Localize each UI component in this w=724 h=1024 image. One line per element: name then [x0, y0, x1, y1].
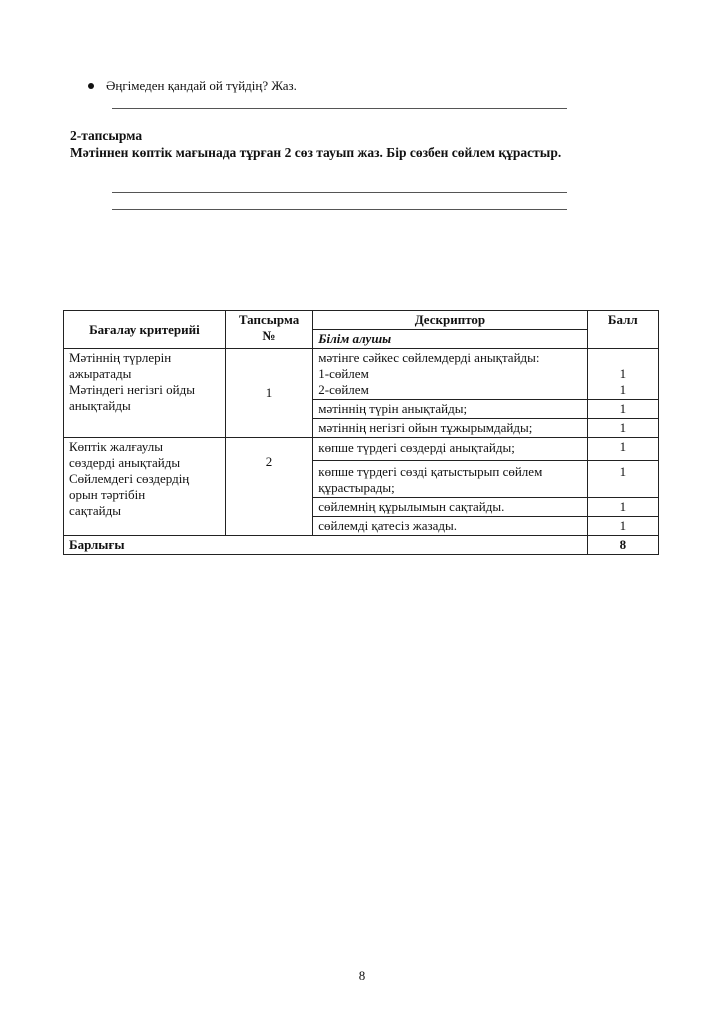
header-descriptor: Дескриптор	[313, 311, 587, 330]
header-task-label: Тапсырма	[238, 312, 300, 327]
descriptor-cell	[313, 461, 587, 498]
group2-criteria	[64, 438, 226, 536]
criteria-line: анықтайды	[69, 398, 131, 413]
descriptor-line: мәтінге сәйкес сөйлемдерді анықтайды:	[318, 350, 540, 365]
page-number: 8	[358, 968, 366, 983]
question-text: Әңгімеден қандай ой түйдің? Жаз.	[106, 78, 297, 93]
group1-criteria	[64, 349, 226, 438]
header-learner: Білім алушы	[313, 330, 587, 349]
header-criteria: Бағалау критерийі	[64, 311, 226, 349]
task2-title: 2-тапсырма	[70, 128, 143, 143]
score-cell: 1	[587, 498, 658, 517]
bullet-dot-icon	[88, 83, 94, 89]
score-cell: 1	[587, 419, 658, 438]
score-value	[593, 350, 653, 366]
group1-task-no: 1	[225, 349, 312, 438]
criteria-line: сөздерді анықтайды	[69, 455, 181, 470]
answer-line[interactable]	[112, 192, 567, 193]
descriptor-line: 1-сөйлем	[318, 366, 369, 381]
descriptor-cell: сөйлемнің құрылымын сақтайды.	[313, 498, 587, 517]
score-cell: 1	[587, 461, 658, 498]
score-cell	[587, 349, 658, 400]
descriptor-cell	[313, 349, 587, 400]
descriptor-cell: көпше түрдегі сөздерді анықтайды;	[313, 438, 587, 461]
header-task	[225, 311, 312, 349]
criteria-line: сақтайды	[69, 503, 121, 518]
group2-task-no: 2	[225, 438, 312, 536]
criteria-line: ажыратады	[69, 366, 132, 381]
question-bullet	[88, 78, 297, 94]
total-label: Барлығы	[64, 536, 588, 555]
grading-table	[63, 310, 659, 555]
descriptor-cell: сөйлемді қатесіз жазады.	[313, 517, 587, 536]
criteria-line: орын тәртібін	[69, 487, 146, 502]
score-cell: 1	[587, 400, 658, 419]
descriptor-cell: мәтіннің түрін анықтайды;	[313, 400, 587, 419]
task2-instruction: Мәтіннен көптік мағынада тұрған 2 сөз тауып жаз. Бір сөзбен сөйлем құрастыр.	[70, 145, 562, 160]
criteria-line: Мәтіннің түрлерін	[69, 350, 172, 365]
answer-line[interactable]	[112, 209, 567, 210]
total-value: 8	[587, 536, 658, 555]
criteria-line: Көптік жалғаулы	[69, 439, 163, 454]
descriptor-line: көпше түрдегі сөзді қатыстырып сөйлем	[318, 464, 543, 479]
score-value: 1	[619, 382, 627, 397]
score-value: 1	[619, 366, 627, 381]
criteria-line: Мәтіндегі негізгі ойды	[69, 382, 195, 397]
answer-line[interactable]	[112, 108, 567, 109]
header-score: Балл	[587, 311, 658, 349]
descriptor-line: 2-сөйлем	[318, 382, 369, 397]
descriptor-cell: мәтіннің негізгі ойын тұжырымдайды;	[313, 419, 587, 438]
descriptor-line: құрастырады;	[318, 480, 395, 495]
score-cell: 1	[587, 517, 658, 536]
criteria-line: Сөйлемдегі сөздердің	[69, 471, 190, 486]
header-task-number-sign: №	[262, 328, 276, 343]
score-cell: 1	[587, 438, 658, 461]
